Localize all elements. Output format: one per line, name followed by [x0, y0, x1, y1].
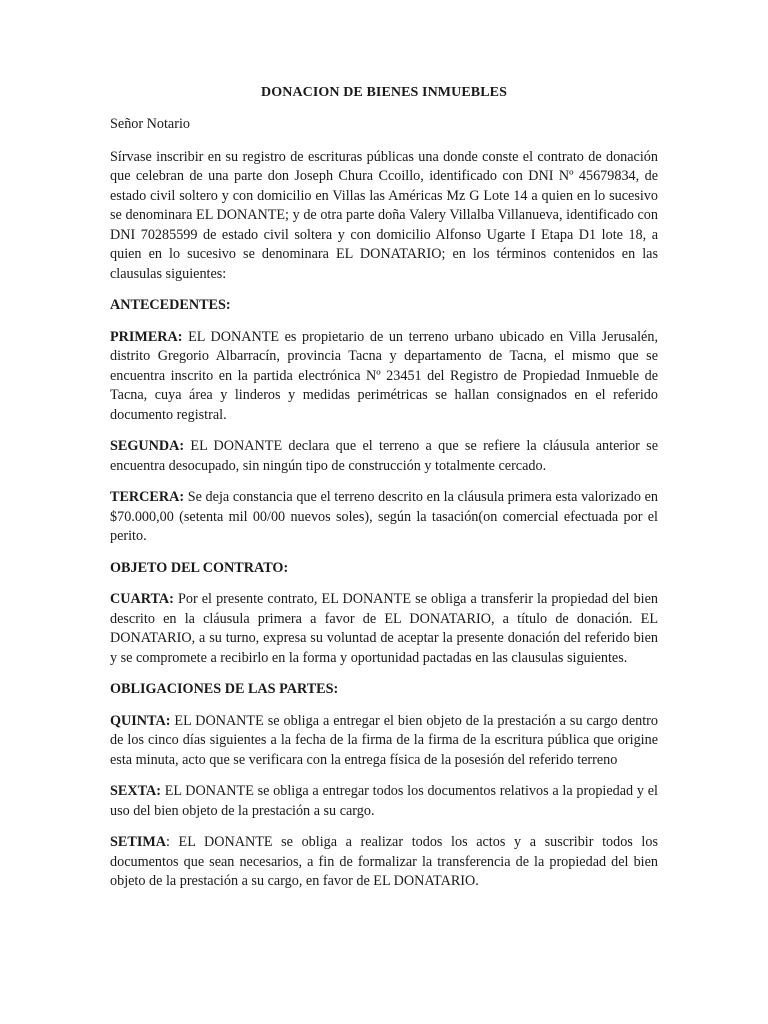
- section-heading-antecedentes: ANTECEDENTES:: [110, 297, 231, 313]
- clause-label: QUINTA:: [110, 712, 171, 729]
- clause-setima: [110, 833, 658, 892]
- clause-text: EL DONANTE es propietario de un terreno urbano ubicado en Villa Jerusalén, distrito Gregorio Albarracín, provincia Tacna y departamento de Tacna, el mismo que se encuentra inscrito en la partida electrónica Nº 23451 del Registro de Propiedad Inmueble de Tacna, cuya área y linderos y medidas perimétricas se hallan consignados en el referido documento registral.: [110, 328, 658, 423]
- clause-label: SEXTA:: [110, 783, 161, 799]
- clause-label: PRIMERA:: [110, 328, 183, 345]
- clause-label: SETIMA: [110, 834, 166, 850]
- clause-segunda: [110, 437, 658, 476]
- clause-label: SEGUNDA:: [110, 438, 185, 454]
- intro-paragraph: Sírvase inscribir en su registro de escrituras públicas una donde conste el contrato de donación que celebran de una parte don Joseph Chura Ccoillo, identificado con DNI Nº 45679834, de estado civil soltero y con domicilio en Villas las Américas Mz G Lote 14 a quien en lo sucesivo se denominara EL DONANTE; y de otra parte doña Valery Villalba Villanueva, identificado con DNI 70285599 de estado civil soltera y con domicilio Alfonso Ugarte I Etapa D1 lote 18, a quien en lo sucesivo se denominara EL DONATARIO; en los términos contenidos en las clausulas siguientes:: [110, 148, 658, 282]
- clause-text: Se deja constancia que el terreno descrito en la cláusula primera esta valorizado en $70.000,00 (setenta mil 00/00 nuevos soles), según la tasación(on comercial efectuada por el perito.: [110, 489, 658, 544]
- clause-cuarta: [110, 590, 658, 668]
- clause-text: : EL DONANTE se obliga a realizar todos los actos y a suscribir todos los documentos que sean necesarios, a fin de formalizar la transferencia de la propiedad del bien objeto de la prestación a su cargo, en favor de EL DONATARIO.: [110, 834, 658, 889]
- clause-text: Por el presente contrato, EL DONANTE se obliga a transferir la propiedad del bien descrito en la cláusula primera a favor de EL DONATARIO, a título de donación. EL DONATARIO, a su turno, expresa su voluntad de aceptar la presente donación del referido bien y se compromete a recibirlo en la forma y oportunidad pactadas en las clausulas siguientes.: [110, 591, 658, 666]
- clause-primera: [110, 328, 658, 426]
- salutation: Señor Notario: [110, 116, 190, 132]
- clause-label: TERCERA:: [110, 489, 185, 505]
- clause-text: EL DONANTE declara que el terreno a que se refiere la cláusula anterior se encuentra desocupado, sin ningún tipo de construcción y totalmente cercado.: [110, 438, 658, 474]
- clause-sexta: [110, 782, 658, 821]
- clause-text: EL DONANTE se obliga a entregar el bien objeto de la prestación a su cargo dentro de los cinco días siguientes a la fecha de la firma de la firma de la escritura pública que origine esta minuta, acto que se verificara con la entrega física de la posesión del referido terreno: [110, 712, 658, 768]
- clause-label: CUARTA:: [110, 591, 174, 607]
- clause-tercera: [110, 488, 658, 547]
- clause-text: EL DONANTE se obliga a entregar todos los documentos relativos a la propiedad y el uso del bien objeto de la prestación a su cargo.: [110, 783, 658, 819]
- document-title: DONACION DE BIENES INMUEBLES: [261, 85, 507, 100]
- section-heading-obligaciones: OBLIGACIONES DE LAS PARTES:: [110, 681, 339, 697]
- section-heading-objeto: OBJETO DEL CONTRATO:: [110, 559, 289, 576]
- clause-quinta: [110, 712, 658, 771]
